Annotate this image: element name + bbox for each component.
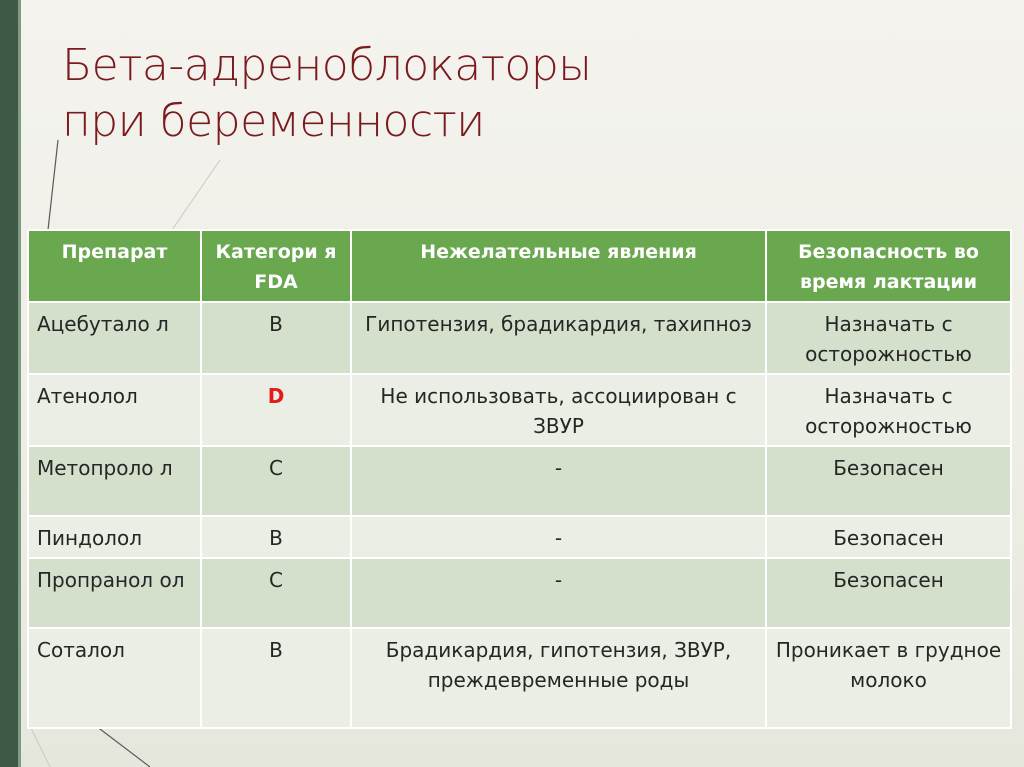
lactation-safety: Безопасен [766,558,1011,628]
title-line-1: Бета-адреноблокаторы [62,40,592,91]
left-accent-stripe [18,0,21,767]
lactation-safety: Проникает в грудное молоко [766,628,1011,728]
table-row [28,446,1011,516]
header-adverse-effects: Нежелательные явления [351,230,766,302]
title-line-2: при беременности [62,96,485,147]
table-header-row [28,230,1011,302]
left-accent-bar [0,0,18,767]
adverse-effects: Не использовать, ассоциирован с ЗВУР [351,374,766,446]
page-title [62,38,962,150]
fda-category [201,374,351,446]
drug-name: Атенолол [28,374,201,446]
drug-name: Пропранол ол [28,558,201,628]
header-lactation-safety: Безопасность во время лактации [766,230,1011,302]
fda-category: C [201,446,351,516]
drug-name: Пиндолол [28,516,201,558]
table-row [28,628,1011,728]
drug-name: Метопроло л [28,446,201,516]
fda-category: B [201,628,351,728]
adverse-effects: - [351,446,766,516]
adverse-effects: Брадикардия, гипотензия, ЗВУР, преждевременные роды [351,628,766,728]
header-fda-category: Категори я FDA [201,230,351,302]
fda-category-d-highlight: D [267,384,285,408]
header-drug: Препарат [28,230,201,302]
table-row [28,374,1011,446]
drug-name: Ацебутало л [28,302,201,374]
table-row [28,302,1011,374]
lactation-safety: Назначать с осторожностью [766,302,1011,374]
fda-category: B [201,302,351,374]
fda-category: C [201,558,351,628]
adverse-effects: - [351,516,766,558]
beta-blockers-table [27,229,1012,729]
lactation-safety: Безопасен [766,446,1011,516]
drug-name: Соталол [28,628,201,728]
fda-category: B [201,516,351,558]
adverse-effects: - [351,558,766,628]
table-row [28,516,1011,558]
table-row [28,558,1011,628]
lactation-safety: Безопасен [766,516,1011,558]
adverse-effects: Гипотензия, брадикардия, тахипноэ [351,302,766,374]
lactation-safety: Назначать с осторожностью [766,374,1011,446]
